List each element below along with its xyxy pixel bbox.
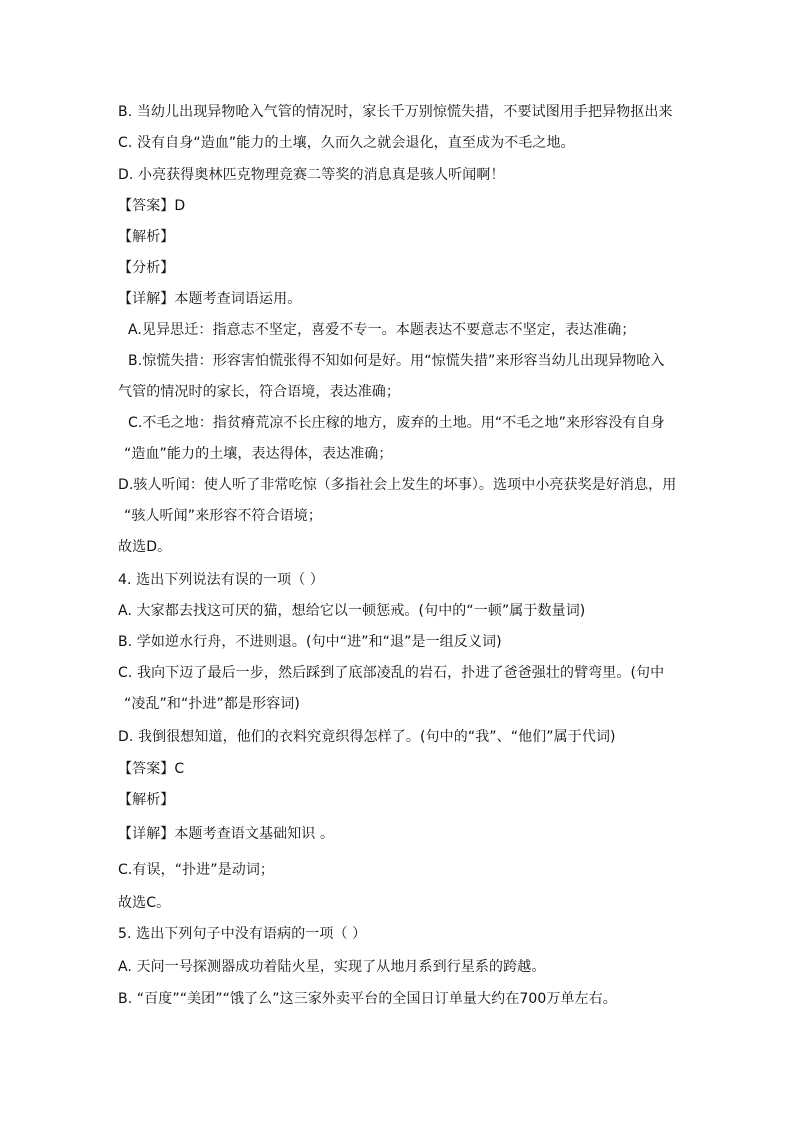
explanation-b: B.惊慌失措：形容害怕慌张得不知如何是好。用“惊慌失措”来形容当幼儿出现异物呛入: [128, 353, 665, 369]
option-c-line: C. 没有自身“造血”能力的土壤，久而久之就会退化，直至成为不毛之地。: [118, 135, 575, 151]
explanation-d-cont: “骇人听闻”来形容不符合语境；: [124, 508, 323, 524]
option-b-line: B. 当幼儿出现异物呛入气管的情况时，家长千万别惊慌失措，不要试图用手把异物抠出来: [118, 104, 673, 120]
explanation-c-2: C.有误，“扑进”是动词；: [118, 862, 275, 878]
explanation-c: C.不毛之地：指贫瘠荒凉不长庄稼的地方，废弃的土地。用“不毛之地”来形容没有自身: [128, 415, 665, 431]
answer-label: 【答案】D: [118, 198, 186, 214]
explanation-d: D.骇人听闻：使人听了非常吃惊（多指社会上发生的坏事）。选项中小亮获奖是好消息，用: [118, 477, 677, 493]
answer-label-2: 【答案】C: [118, 761, 185, 777]
explanation-a: A.见异思迁：指意志不坚定，喜爱不专一。本题表达不要意志不坚定，表达准确；: [128, 322, 636, 338]
question-5: 5. 选出下列句子中没有语病的一项（ ）: [118, 926, 367, 942]
analysis-label-2: 【解析】: [118, 792, 175, 808]
explanation-heading: 【详解】本题考查词语运用。: [118, 291, 302, 307]
question-5-option-a: A. 天问一号探测器成功着陆火星，实现了从地月系到行星系的跨越。: [118, 959, 546, 975]
question-4: 4. 选出下列说法有误的一项（ ）: [118, 572, 324, 588]
question-4-option-a: A. 大家都去找这可厌的猫，想给它以一顿惩戒。(句中的“一顿”属于数量词): [118, 603, 586, 619]
explanation-c-cont: “造血”能力的土壤，表达得体，表达准确；: [124, 446, 393, 462]
conclusion-d: 故选D。: [118, 539, 172, 555]
fenxi-label: 【分析】: [118, 260, 175, 276]
question-4-option-b: B. 学如逆水行舟，不进则退。(句中“进”和“退”是一组反义词): [118, 634, 502, 650]
analysis-label: 【解析】: [118, 229, 175, 245]
question-4-option-d: D. 我倒很想知道，他们的衣料究竟织得怎样了。(句中的“我”、“他们”属于代词): [118, 729, 616, 745]
option-d-line: D. 小亮获得奥林匹克物理竞赛二等奖的消息真是骇人听闻啊！: [118, 167, 505, 183]
conclusion-c: 故选C。: [118, 895, 171, 911]
question-4-option-c-cont: “凌乱”和“扑进”都是形容词): [124, 696, 300, 712]
explanation-heading-2: 【详解】本题考查语文基础知识 。: [118, 826, 335, 842]
explanation-b-cont: 气管的情况时的家长，符合语境，表达准确；: [118, 384, 400, 400]
question-5-option-b: B. “百度”“美团”“饿了么”这三家外卖平台的全国日订单量大约在700万单左右。: [118, 991, 617, 1007]
question-4-option-c: C. 我向下迈了最后一步，然后踩到了底部凌乱的岩石，扑进了爸爸强壮的臂弯里。(句中: [118, 665, 665, 681]
